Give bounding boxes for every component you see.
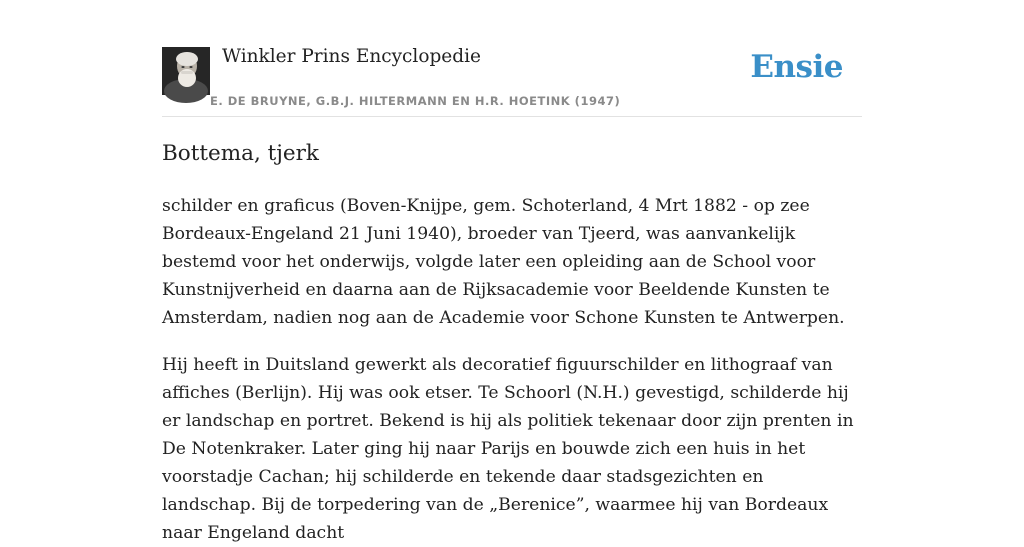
brand-logo[interactable]: Ensie	[750, 49, 843, 85]
author-portrait-icon[interactable]	[162, 47, 210, 95]
article-title: Bottema, tjerk	[162, 141, 319, 166]
article-paragraph: schilder en graficus (Boven-Knijpe, gem. Schoterland, 4 Mrt 1882 - op zee Bordeaux-Engeland 21 Juni 1940), broeder van Tjeerd, was aanvankelijk bestemd voor het onderwijs, volgde later een opleiding aan de School voor Kunstnijverheid en daarna aan de Rijksacademie voor Beeldende Kunsten te Amsterdam, nadien nog aan de Academie voor Schone Kunsten te Antwerpen.	[162, 196, 845, 328]
byline: E. DE BRUYNE, G.B.J. HILTERMANN EN H.R. HOETINK (1947)	[210, 94, 621, 108]
article	[162, 138, 862, 547]
article-paragraph: Hij heeft in Duitsland gewerkt als decoratief figuurschilder en lithograaf van affiches (Berlijn). Hij was ook etser. Te Schoorl (N.H.) gevestigd, schilderde hij er landschap en portret. Bekend is hij als politiek tekenaar door zijn prenten in De Notenkraker. Later ging hij naar Parijs en bouwde zich een huis in het voorstadje Cachan; hij schilderde en tekende daar stadsgezichten en landschap. Bij de torpedering van de „Berenice”, waarmee hij van Bordeaux naar Engeland dacht	[162, 355, 854, 543]
site-header	[162, 45, 862, 117]
site-title[interactable]: Winkler Prins Encyclopedie	[222, 46, 481, 67]
